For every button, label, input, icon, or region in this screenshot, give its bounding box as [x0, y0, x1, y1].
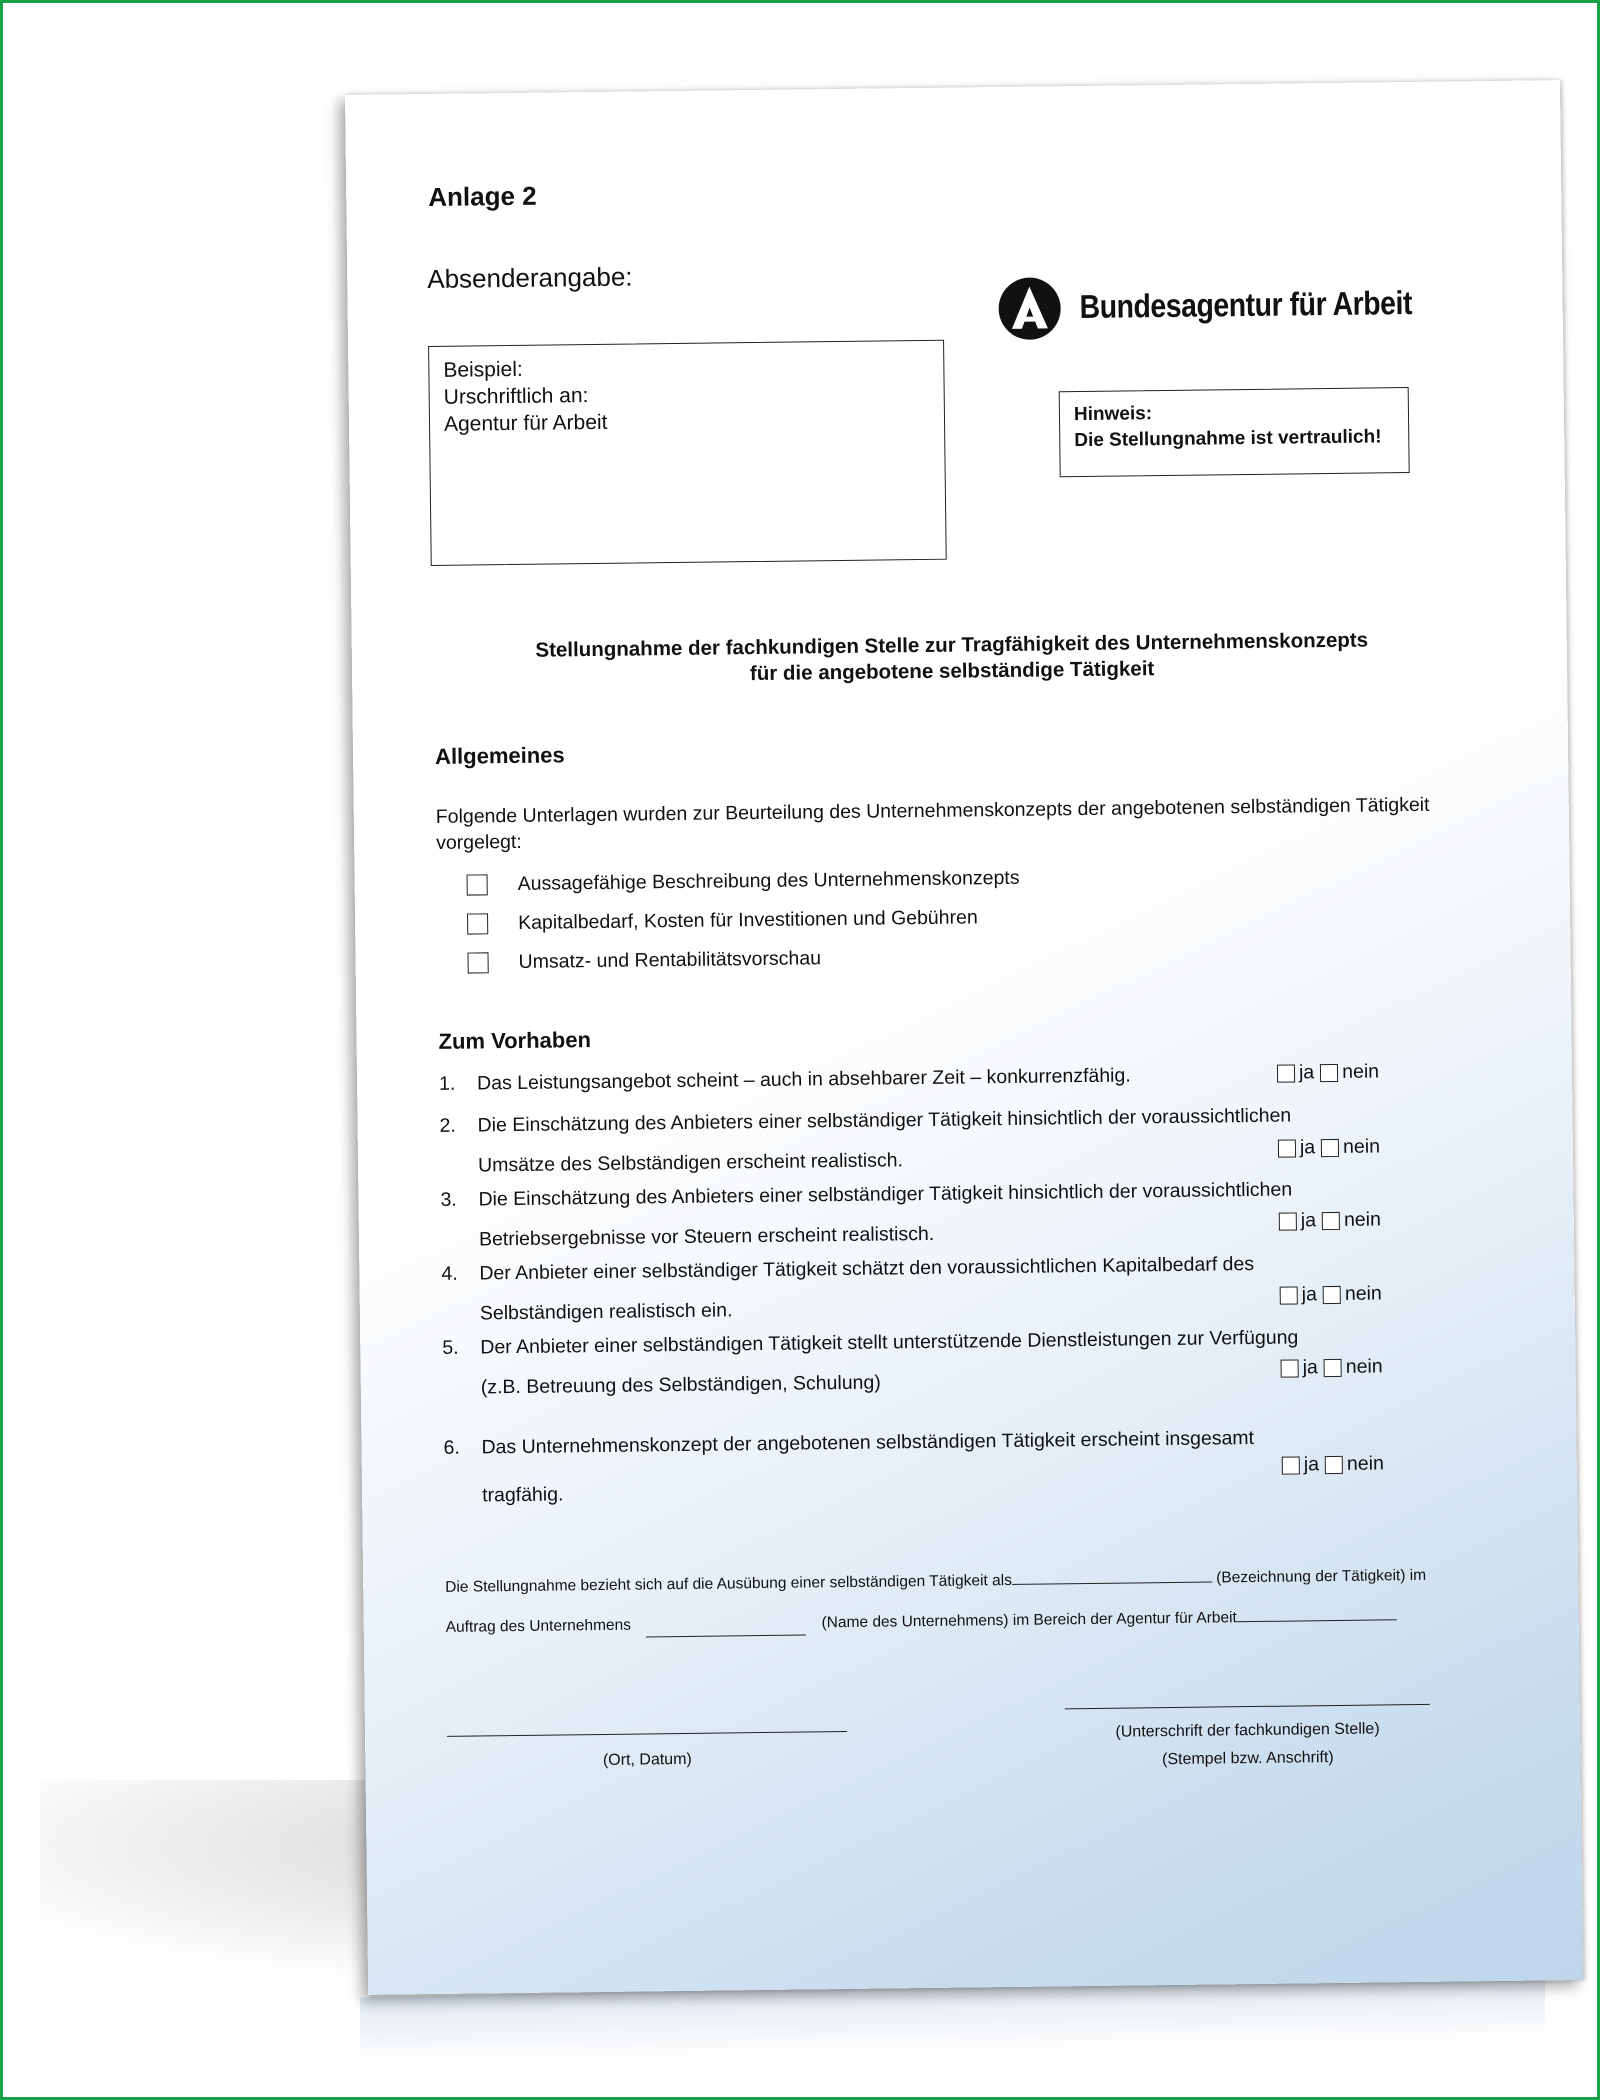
yes-label: ja: [1303, 1453, 1320, 1476]
no-label: nein: [1346, 1452, 1384, 1475]
no-checkbox[interactable]: [1324, 1358, 1342, 1376]
answer-group: [1279, 1208, 1381, 1232]
question-text: Der Anbieter einer selbständiger Tätigkeit schätzt den voraussichtlichen Kapitalbedarf des: [479, 1252, 1255, 1285]
stamp-caption: (Stempel bzw. Anschrift): [1161, 1749, 1334, 1769]
sender-heading: Absenderangabe:: [427, 261, 633, 295]
no-checkbox[interactable]: [1325, 1455, 1343, 1473]
document-label: Kapitalbedarf, Kosten für Investitionen und Gebühren: [517, 906, 978, 934]
question-text-continued: Selbständigen realistisch ein.: [479, 1299, 733, 1325]
document-item: [467, 947, 821, 974]
sender-line-2: Urschriftlich an:: [443, 384, 589, 409]
agency-field[interactable]: [1237, 1619, 1397, 1622]
question-text: Die Einschätzung des Anbieters einer selbständiger Tätigkeit hinsichtlich der voraussichtlichen: [478, 1178, 1293, 1211]
notice-box: [1059, 387, 1410, 477]
no-checkbox[interactable]: [1320, 1063, 1338, 1081]
yes-label: ja: [1300, 1209, 1317, 1232]
document-item: [467, 867, 1020, 897]
sender-line-3: Agentur für Arbeit: [443, 410, 608, 436]
yes-checkbox[interactable]: [1281, 1359, 1299, 1377]
answer-group: [1280, 1355, 1382, 1379]
document-label: Aussagefähige Beschreibung des Unternehmenskonzepts: [517, 866, 1020, 895]
statement-line-2: [446, 1607, 1397, 1637]
agency-logo: [997, 271, 1458, 347]
statement-text: Die Stellungnahme bezieht sich auf die Ausübung einer selbständigen Tätigkeit als: [445, 1571, 1013, 1596]
question-text-continued: Betriebsergebnisse vor Steuern erscheint realistisch.: [478, 1222, 935, 1251]
statement-text: Auftrag des Unternehmens: [445, 1616, 632, 1636]
document-item: [467, 906, 978, 935]
question-number: 1.: [438, 1072, 456, 1095]
question-item: [442, 1317, 1363, 1408]
yes-label: ja: [1302, 1356, 1318, 1379]
yes-label: ja: [1298, 1061, 1315, 1084]
yes-label: ja: [1299, 1136, 1316, 1159]
general-intro: Folgende Unterlagen wurden zur Beurteilung des Unternehmenskonzepts der angebotenen selbständigen Tätigkeit vorgelegt:: [435, 793, 1430, 854]
annex-label: Anlage 2: [428, 180, 537, 212]
question-text: Das Unternehmenskonzept der angebotenen selbständigen Tätigkeit erscheint insgesamt: [481, 1426, 1255, 1459]
document-checkbox[interactable]: [467, 952, 488, 973]
place-date-caption: (Ort, Datum): [602, 1750, 692, 1769]
answer-group: [1277, 1060, 1379, 1084]
notice-text: Die Stellungnahme ist vertraulich!: [1074, 426, 1382, 452]
no-checkbox[interactable]: [1321, 1138, 1339, 1156]
document-page: [345, 80, 1583, 1995]
question-number: 6.: [443, 1436, 460, 1459]
title-line-1: Stellungnahme der fachkundigen Stelle zur Tragfähigkeit des Unternehmenskonzepts: [535, 628, 1369, 662]
title-line-2: für die angebotene selbständige Tätigkeit: [749, 657, 1155, 686]
yes-checkbox[interactable]: [1279, 1212, 1297, 1230]
answer-group: [1282, 1452, 1384, 1476]
no-label: nein: [1342, 1060, 1380, 1083]
no-label: nein: [1344, 1282, 1382, 1305]
notice-label: Hinweis:: [1073, 403, 1153, 426]
yes-checkbox[interactable]: [1282, 1456, 1300, 1474]
question-text: Das Leistungsangebot scheint – auch in absehbarer Zeit – konkurrenzfähig.: [476, 1064, 1131, 1095]
question-number: 3.: [440, 1188, 457, 1211]
question-text-continued: tragfähig.: [481, 1483, 564, 1507]
statement-text: (Bezeichnung der Tätigkeit) im: [1216, 1566, 1427, 1587]
no-label: nein: [1342, 1135, 1381, 1158]
statement-text: (Name des Unternehmens): [821, 1612, 1009, 1632]
place-date-line[interactable]: [447, 1731, 847, 1737]
logo-wordmark: Bundesagentur für Arbeit: [1079, 283, 1413, 326]
no-checkbox[interactable]: [1323, 1285, 1341, 1303]
question-text-continued: (z.B. Betreuung des Selbständigen, Schulung): [480, 1371, 881, 1399]
statement-text: im Bereich der Agentur für Arbeit: [1012, 1609, 1237, 1629]
question-text: Die Einschätzung des Anbieters einer selbständiger Tätigkeit hinsichtlich der voraussichtlichen: [477, 1104, 1292, 1137]
statement-line-1: [445, 1567, 1426, 1597]
project-heading: Zum Vorhaben: [438, 1027, 592, 1054]
question-number: 2.: [439, 1114, 457, 1137]
activity-field[interactable]: [1012, 1582, 1212, 1585]
question-number: 5.: [442, 1336, 459, 1359]
signature-line[interactable]: [1065, 1704, 1430, 1709]
no-checkbox[interactable]: [1322, 1211, 1340, 1229]
answer-group: [1278, 1135, 1380, 1159]
question-text-continued: Umsätze des Selbständigen erscheint realistisch.: [477, 1149, 904, 1177]
document-label: Umsatz- und Rentabilitätsvorschau: [518, 947, 822, 973]
company-field[interactable]: [645, 1634, 805, 1637]
document-checkbox[interactable]: [467, 874, 488, 895]
document-title: [502, 627, 1403, 690]
no-label: nein: [1345, 1355, 1383, 1378]
no-label: nein: [1343, 1208, 1382, 1231]
question-item: [443, 1413, 1364, 1520]
yes-checkbox[interactable]: [1280, 1286, 1298, 1304]
ba-logo-icon: [997, 276, 1062, 341]
signature-caption: (Unterschrift der fachkundigen Stelle): [1115, 1720, 1380, 1741]
answer-group: [1280, 1282, 1382, 1306]
yes-checkbox[interactable]: [1277, 1064, 1295, 1082]
document-checkbox[interactable]: [467, 913, 488, 934]
general-heading: Allgemeines: [434, 742, 565, 769]
question-number: 4.: [441, 1262, 458, 1285]
yes-label: ja: [1301, 1283, 1318, 1306]
yes-checkbox[interactable]: [1278, 1139, 1296, 1157]
question-text: Der Anbieter einer selbständigen Tätigkeit stellt unterstützende Dienstleistungen zur Verfügung: [480, 1326, 1299, 1359]
sender-box: [428, 340, 947, 566]
sender-line-1: Beispiel:: [443, 357, 523, 382]
